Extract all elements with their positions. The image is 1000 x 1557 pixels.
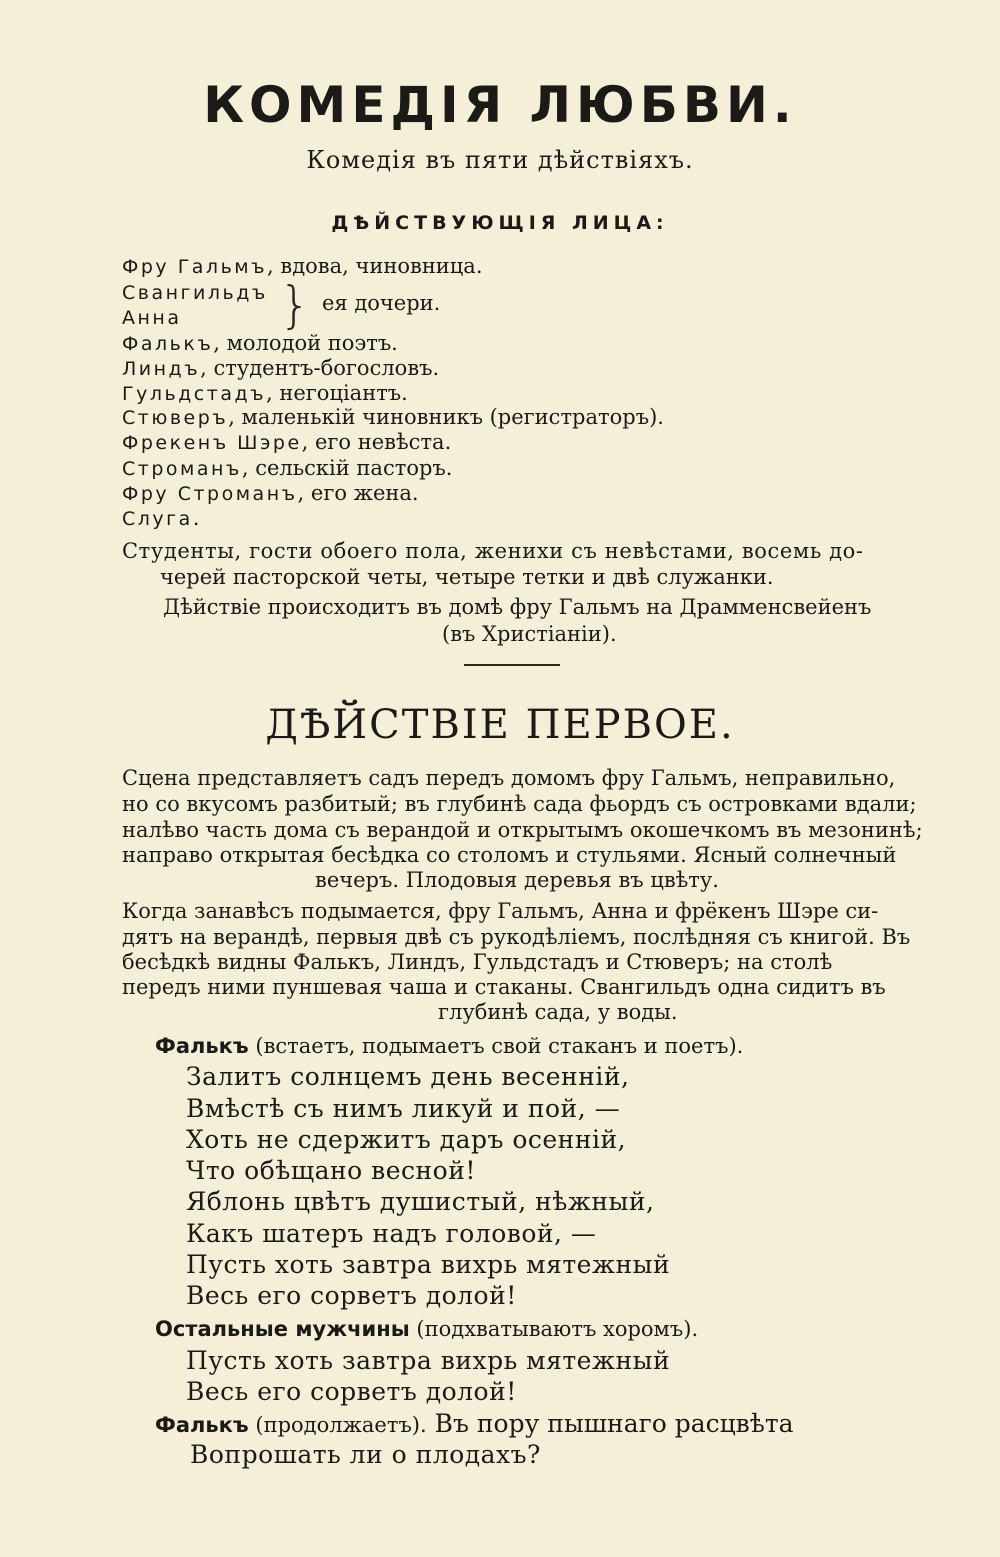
play-subtitle: Комедія въ пяти дѣйствіяхъ. bbox=[306, 146, 694, 174]
cast-name: Фру Строманъ bbox=[122, 483, 298, 505]
verse-line: Пусть хоть завтра вихрь мятежный bbox=[186, 1346, 671, 1375]
speech-heading bbox=[155, 1034, 743, 1058]
speaker-name: Фалькъ bbox=[155, 1034, 249, 1058]
cast-desc: , негоціантъ. bbox=[266, 381, 408, 405]
stage-direction: (встаетъ, подымаетъ свой стаканъ и поетъ). bbox=[248, 1034, 744, 1058]
stage-line: дятъ на верандѣ, первыя двѣ съ рукодѣліемъ, послѣдняя съ книгой. Въ bbox=[122, 925, 911, 949]
cast-name: Строманъ bbox=[122, 458, 242, 480]
cast-name: Гульдстадъ bbox=[122, 383, 267, 405]
verse-line: Залитъ солнцемъ день весенній, bbox=[186, 1062, 630, 1091]
cast-entry bbox=[122, 280, 268, 304]
cast-entry bbox=[122, 506, 199, 530]
daughters-note: ея дочери. bbox=[322, 291, 441, 315]
cast-desc: , студентъ-богословъ. bbox=[200, 356, 440, 380]
cast-desc: , маленькій чиновникъ (регистраторъ). bbox=[228, 405, 664, 429]
verse-line: Хоть не сдержитъ даръ осенній, bbox=[186, 1125, 627, 1154]
cast-desc: , его невѣста. bbox=[301, 430, 452, 454]
setting-line: Дѣйствіе происходитъ въ домѣ фру Гальмъ на Драмменсвейенъ bbox=[163, 595, 872, 619]
cast-entry bbox=[122, 381, 408, 405]
cast-entry bbox=[122, 456, 452, 480]
act-title: ДѢЙСТВІЕ ПЕРВОЕ. bbox=[265, 702, 735, 748]
cast-entry bbox=[122, 405, 664, 429]
speech-heading bbox=[155, 1409, 794, 1438]
verse-line: Какъ шатеръ надъ головой, — bbox=[186, 1219, 597, 1248]
stage-line: бесѣдкѣ видны Фалькъ, Линдъ, Гульдстадъ и Стюверъ; на столѣ bbox=[122, 950, 833, 974]
verse-line: Вопрошать ли о плодахъ? bbox=[190, 1440, 541, 1469]
curly-brace: } bbox=[279, 276, 311, 334]
verse-inline: Въ пору пышнаго расцвѣта bbox=[426, 1409, 794, 1438]
stage-line: глубинѣ сада, у воды. bbox=[438, 1000, 678, 1024]
speech-heading bbox=[155, 1317, 698, 1341]
stage-line: Сцена представляетъ садъ передъ домомъ фру Гальмъ, неправильно, bbox=[122, 766, 896, 790]
play-title: КОМЕДІЯ ЛЮБВИ. bbox=[203, 76, 797, 134]
cast-desc: , вдова, чиновница. bbox=[267, 254, 483, 278]
verse-line: Весь его сорветъ долой! bbox=[186, 1377, 517, 1406]
cast-entry bbox=[122, 481, 419, 505]
stage-line: Когда занавѣсъ подымается, фру Гальмъ, Анна и фрёкенъ Шэре си- bbox=[122, 899, 879, 923]
extras-line: черей пасторской четы, четыре тетки и двѣ служанки. bbox=[160, 565, 774, 589]
stage-line: вечеръ. Плодовыя деревья въ цвѣту. bbox=[315, 868, 719, 892]
cast-entry bbox=[122, 254, 483, 278]
cast-desc: , молодой поэтъ. bbox=[213, 331, 398, 355]
cast-name: Свангильдъ bbox=[122, 282, 268, 304]
cast-entry bbox=[122, 305, 182, 329]
cast-name: Фру Гальмъ bbox=[122, 256, 268, 278]
stage-direction: (продолжаетъ). bbox=[248, 1413, 427, 1437]
cast-name: Линдъ bbox=[122, 358, 201, 380]
verse-line: Пусть хоть завтра вихрь мятежный bbox=[186, 1250, 671, 1279]
stage-line: но со вкусомъ разбитый; въ глубинѣ сада фьордъ съ островками вдали; bbox=[122, 792, 917, 816]
cast-name: Фрекенъ Шэре bbox=[122, 432, 302, 454]
speaker-name: Фалькъ bbox=[155, 1413, 249, 1437]
cast-desc: , сельскій пасторъ. bbox=[241, 456, 453, 480]
stage-line: направо открытая бесѣдка со столомъ и стульями. Ясный солнечный bbox=[122, 843, 897, 867]
cast-desc: . bbox=[192, 506, 200, 530]
setting-line: (въ Христіаніи). bbox=[442, 622, 617, 646]
cast-heading: ДѢЙСТВУЮЩІЯ ЛИЦА: bbox=[331, 212, 669, 234]
cast-entry bbox=[122, 430, 451, 454]
speaker-name: Остальные мужчины bbox=[155, 1317, 410, 1341]
verse-line: Яблонь цвѣтъ душистый, нѣжный, bbox=[186, 1187, 655, 1216]
stage-line: налѣво часть дома съ верандой и открытымъ окошечкомъ въ мезонинѣ; bbox=[122, 818, 923, 842]
verse-line: Что обѣщано весной! bbox=[186, 1156, 476, 1185]
stage-direction: (подхватываютъ хоромъ). bbox=[409, 1317, 699, 1341]
stage-line: передъ ними пуншевая чаша и стаканы. Свангильдъ одна сидитъ въ bbox=[122, 975, 886, 999]
verse-line: Вмѣстѣ съ нимъ ликуй и пой, — bbox=[186, 1094, 621, 1123]
extras-line: Студенты, гости обоего пола, женихи съ невѣстами, восемь до- bbox=[122, 539, 864, 563]
cast-entry bbox=[122, 356, 439, 380]
cast-entry bbox=[122, 331, 398, 355]
divider-rule bbox=[464, 664, 560, 666]
cast-name: Фалькъ bbox=[122, 333, 214, 355]
cast-desc: , его жена. bbox=[297, 481, 419, 505]
verse-line: Весь его сорветъ долой! bbox=[186, 1281, 517, 1310]
cast-name: Слуга bbox=[122, 508, 193, 530]
cast-name: Анна bbox=[122, 307, 182, 329]
cast-name: Стюверъ bbox=[122, 407, 229, 429]
